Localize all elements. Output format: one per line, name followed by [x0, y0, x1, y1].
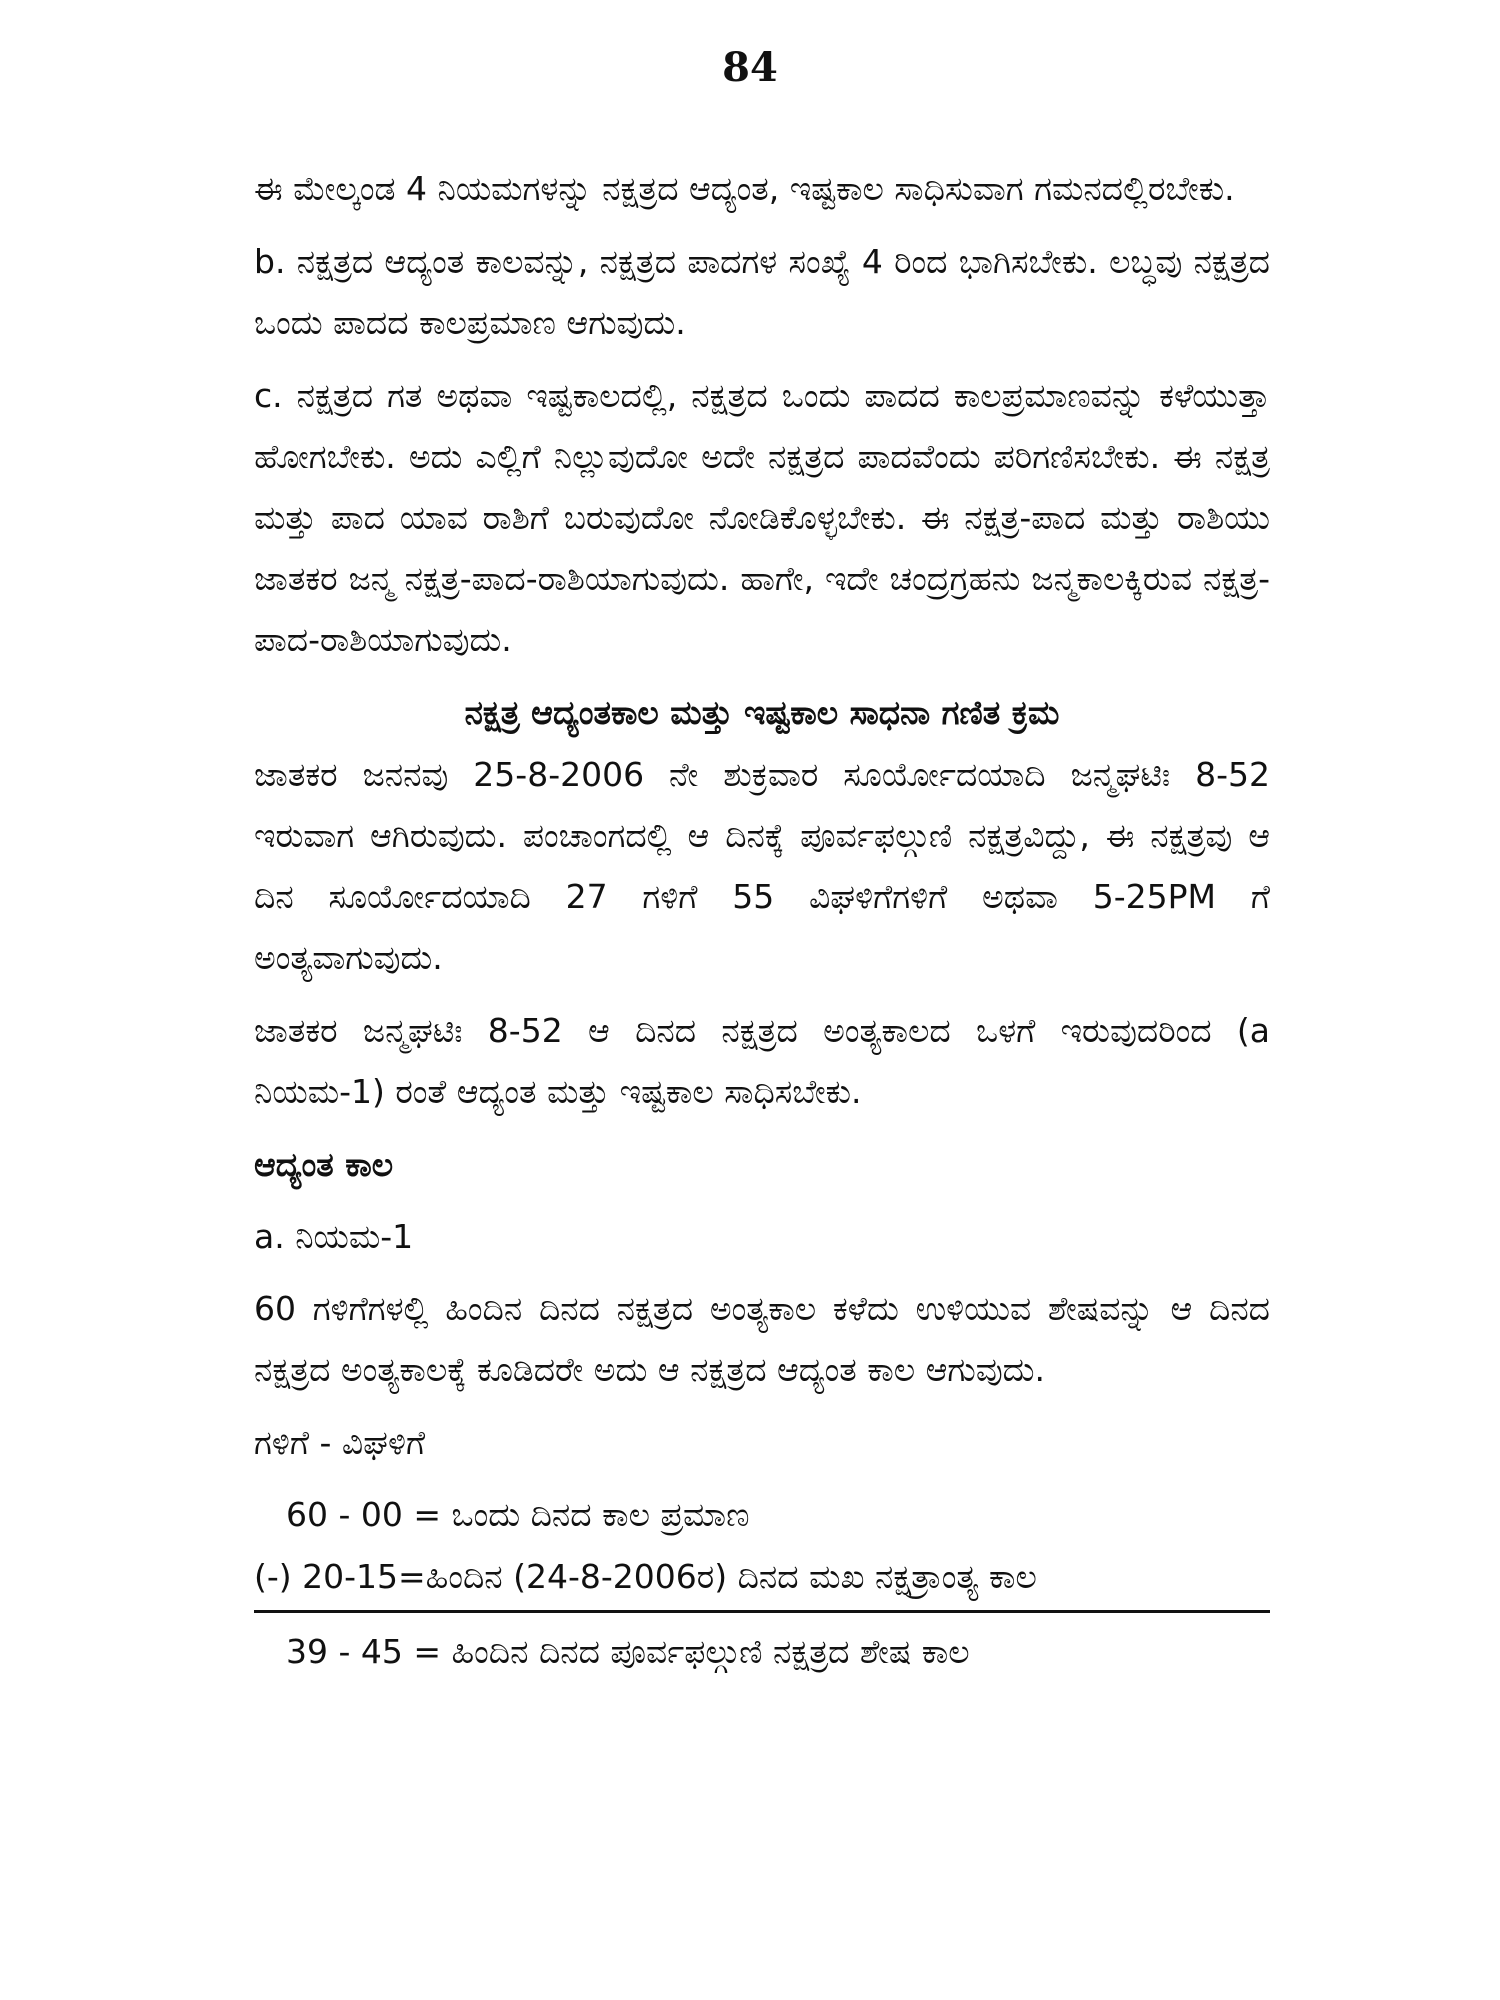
rule-label: a. ನಿಯಮ-1 — [254, 1217, 414, 1256]
page-number: 84 — [722, 44, 778, 91]
units-label: ಗಳಿಗೆ - ವಿಘಳಿಗೆ — [254, 1423, 426, 1462]
paragraph-rule-1: 60 ಗಳಿಗೆಗಳಲ್ಲಿ ಹಿಂದಿನ ದಿನದ ನಕ್ಷತ್ರದ ಅಂತ್ಯಕಾಲ ಕಳೆದು ಉಳಿಯುವ ಶೇಷವನ್ನು ಆ ದಿನದ ನಕ್ಷತ್ರದ ಅಂತ್ಯಕಾಲಕ್ಕೆ ಕೂಡಿದರೇ ಅದು ಆ ನಕ್ಷತ್ರದ ಆದ್ಯಂತ ಕಾಲ ಆಗುವುದು. — [254, 1289, 1270, 1389]
calc-line-1: 60 - 00 = ಒಂದು ದಿನದ ಕಾಲ ಪ್ರಮಾಣ — [286, 1495, 750, 1534]
calc-line-2: (-) 20-15=ಹಿಂದಿನ (24-8-2006ರ) ದಿನದ ಮಖ ನಕ್ಷತ್ರಾಂತ್ಯ ಕಾಲ — [254, 1546, 1270, 1613]
subheading-adyanta-kala: ಆದ್ಯಂತ ಕಾಲ — [254, 1145, 394, 1184]
paragraph-rules-note: ಈ ಮೇಲ್ಕಂಡ 4 ನಿಯಮಗಳನ್ನು ನಕ್ಷತ್ರದ ಆದ್ಯಂತ, ಇಷ್ಟಕಾಲ ಸಾಧಿಸುವಾಗ ಗಮನದಲ್ಲಿರಬೇಕು. — [254, 169, 1235, 208]
paragraph-rule-c: c. ನಕ್ಷತ್ರದ ಗತ ಅಥವಾ ಇಷ್ಟಕಾಲದಲ್ಲಿ, ನಕ್ಷತ್ರದ ಒಂದು ಪಾದದ ಕಾಲಪ್ರಮಾಣವನ್ನು ಕಳೆಯುತ್ತಾ ಹೋಗಬೇಕು. ಅದು ಎಲ್ಲಿಗೆ ನಿಲ್ಲುವುದೋ ಅದೇ ನಕ್ಷತ್ರದ ಪಾದವೆಂದು ಪರಿಗಣಿಸಬೇಕು. ಈ ನಕ್ಷತ್ರ ಮತ್ತು ಪಾದ ಯಾವ ರಾಶಿಗೆ ಬರುವುದೋ ನೋಡಿಕೊಳ್ಳಬೇಕು. ಈ ನಕ್ಷತ್ರ-ಪಾದ ಮತ್ತು ರಾಶಿಯು ಜಾತಕರ ಜನ್ಮ ನಕ್ಷತ್ರ-ಪಾದ-ರಾಶಿಯಾಗುವುದು. ಹಾಗೇ, ಇದೇ ಚಂದ್ರಗ್ರಹನು ಜನ್ಮಕಾಲಕ್ಕಿರುವ ನಕ್ಷತ್ರ-ಪಾದ-ರಾಶಿಯಾಗುವುದು. — [254, 376, 1270, 659]
calc-line-3: 39 - 45 = ಹಿಂದಿನ ದಿನದ ಪೂರ್ವಫಲ್ಗುಣಿ ನಕ್ಷತ್ರದ ಶೇಷ ಕಾಲ — [286, 1632, 970, 1671]
section-heading: ನಕ್ಷತ್ರ ಆದ್ಯಂತಕಾಲ ಮತ್ತು ಇಷ್ಟಕಾಲ ಸಾಧನಾ ಗಣಿತ ಕ್ರಮ — [464, 693, 1060, 732]
page-content — [254, 158, 1270, 1683]
paragraph-method: ಜಾತಕರ ಜನ್ಮಘಟಿಃ 8-52 ಆ ದಿನದ ನಕ್ಷತ್ರದ ಅಂತ್ಯಕಾಲದ ಒಳಗೆ ಇರುವುದರಿಂದ (a ನಿಯಮ-1) ರಂತೆ ಆದ್ಯಂತ ಮತ್ತು ಇಷ್ಟಕಾಲ ಸಾಧಿಸಬೇಕು. — [254, 1011, 1270, 1111]
paragraph-rule-b: b. ನಕ್ಷತ್ರದ ಆದ್ಯಂತ ಕಾಲವನ್ನು, ನಕ್ಷತ್ರದ ಪಾದಗಳ ಸಂಖ್ಯೆ 4 ರಿಂದ ಭಾಗಿಸಬೇಕು. ಲಬ್ಧವು ನಕ್ಷತ್ರದ ಒಂದು ಪಾದದ ಕಾಲಪ್ರಮಾಣ ಆಗುವುದು. — [254, 242, 1270, 342]
paragraph-birth-details: ಜಾತಕರ ಜನನವು 25-8-2006 ನೇ ಶುಕ್ರವಾರ ಸೂರ್ಯೋದಯಾದಿ ಜನ್ಮಘಟಿಃ 8-52 ಇರುವಾಗ ಆಗಿರುವುದು. ಪಂಚಾಂಗದಲ್ಲಿ ಆ ದಿನಕ್ಕೆ ಪೂರ್ವಫಲ್ಗುಣಿ ನಕ್ಷತ್ರವಿದ್ದು, ಈ ನಕ್ಷತ್ರವು ಆ ದಿನ ಸೂರ್ಯೋದಯಾದಿ 27 ಗಳಿಗೆ 55 ವಿಘಳಿಗೆಗಳಿಗೆ ಅಥವಾ 5-25PM ಗೆ ಅಂತ್ಯವಾಗುವುದು. — [254, 755, 1270, 977]
